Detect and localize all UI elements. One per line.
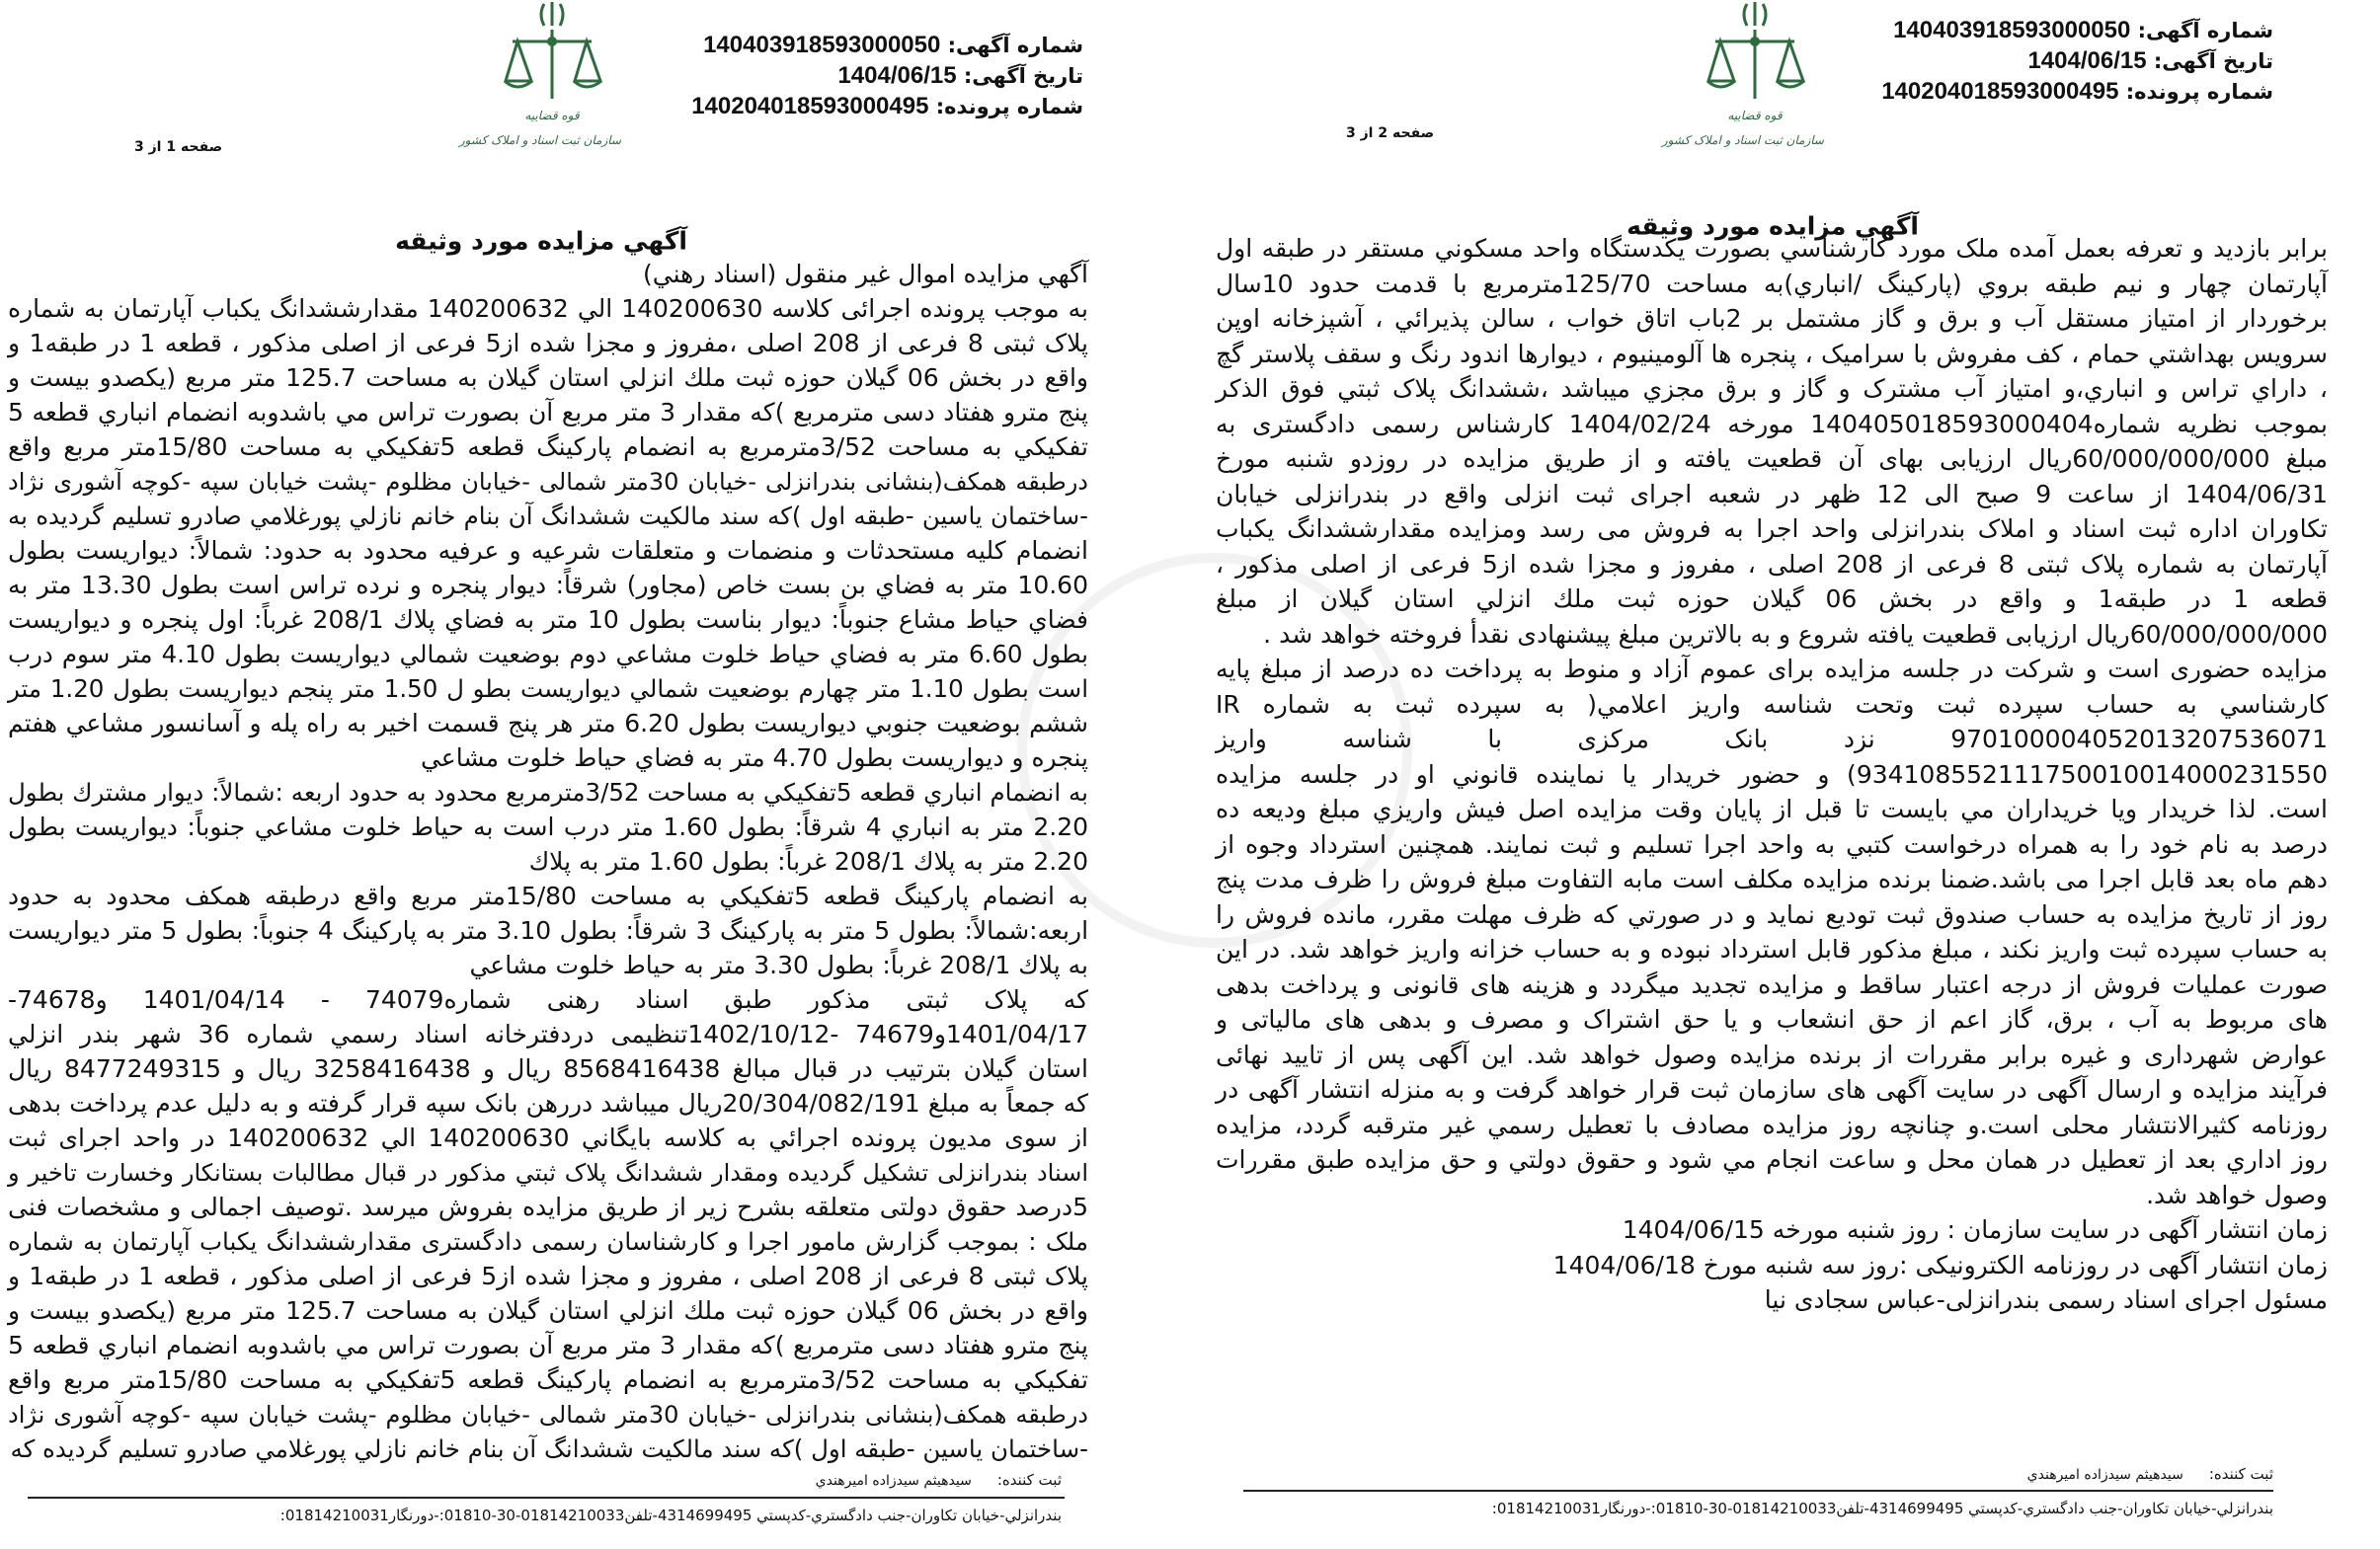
body-text-line: کارشناسي به حساب سپرده ثبت وتحت شناسه واريز اعلامي( به سپرده ثبت به شماره IR xyxy=(1216,689,2328,719)
body-text-line: فضاي حياط مشاع جنوباً: ديوار بناست بطول 10 متر به فضاي پلاك 208/1 غرباً: اول پنجره و ديواريست xyxy=(8,605,1088,634)
registrar-name: سيدهيثم سيدزاده اميرهندي xyxy=(815,1473,972,1489)
body-text-line: به موجب پرونده اجرائی کلاسه 140200630 الي 140200632 مقدارششدانگ يکباب آپارتمان به شماره xyxy=(8,294,1089,323)
file-number-label: شماره پرونده: xyxy=(935,95,1083,118)
ad-number-row xyxy=(691,30,1083,60)
file-number-value: 140204018593000495 xyxy=(691,93,929,119)
registrar-name: سيدهيثم سيدزاده اميرهندي xyxy=(2026,1467,2183,1483)
body-text-line: آپارتمان به شماره پلاک ثبتی 8 فرعی از 208 اصلی ، مفروز و مجزا شده از5 فرعی از اصلی مذکور ، xyxy=(1216,549,2328,579)
body-text-line: به انضمام انباري قطعه 5تفكيكي به مساحت 3/52مترمربع محدود به حدود اربعه :شمالاً: ديوار مشترك بطول xyxy=(8,778,1088,807)
ad-date-value: 1404/06/15 xyxy=(837,62,957,89)
body-text-line: وصول خواهد شد. xyxy=(2146,1180,2328,1209)
body-text-line: 10.60 متر به فضاي بن بست خاص (مجاور) شرقاً: ديوار پنجره و نرده تراس است بطول 13.30 متر به xyxy=(8,571,1088,599)
registrar-label: ثبت کننده: xyxy=(996,1471,1062,1489)
body-text-line: درطبقه همكف(بنشانی بندرانزلی -خيابان 30متر شمالی -خيابان مظلوم -پشت خيابان سپه -کوچه آشوری نژاد xyxy=(8,468,1088,496)
logo-caption-judiciary: قوه قضاییه xyxy=(524,109,580,122)
body-text-line: كه پلاک ثبتی مذکور طبق اسناد رهنی شماره74079 - 1401/04/14 و74678- xyxy=(8,985,1088,1014)
body-text-line: تکاوران اداره ثبت اسناد و املاک بندرانزلی واحد اجرا به فروش می رسد ومزايده مقدارششدانگ يکباب xyxy=(1216,514,2328,543)
body-text-line: اسناد بندرانزلی تشكيل گرديده ومقدار ششدانگ پلاک ثبتي مذكور در قبال مطالبات بستانكار وخسارت تاخير و xyxy=(8,1159,1088,1187)
body-text-line: 1401/04/17و74679 -1402/10/12تنظيمی دردفترخانه اسناد رسمي شماره 36 شهر بندر انزلي xyxy=(8,1020,1088,1048)
body-text-line: پلاک ثبتی 8 فرعی از 208 اصلی ،مفروز و مجزا شده از5 فرعی از اصلی مذکور ، قطعه 1 در طبقه1 و xyxy=(8,329,1089,357)
body-text-line: مسئول اجرای اسناد رسمی بندرانزلی-عباس سجادی نيا xyxy=(1764,1285,2328,1314)
logo-caption-judiciary: قوه قضاییه xyxy=(1727,109,1783,122)
body-text-line: بموجب نظريه شماره140405018593000404 مورخه 1404/02/24 کارشناس رسمی دادگستری به xyxy=(1216,409,2328,438)
body-text-line: روز اداري بعد از تعطيل در همان محل و ساعت انجام مي شود و حقوق دولتي و حق مزايده طبق مقررات xyxy=(1216,1145,2328,1174)
registrar xyxy=(816,1471,1062,1489)
body-text-line: ، داراي تراس و انباري،و امتياز آب مشترک و گاز و برق مجزي ميباشد ،ششدانگ پلاک ثبتي فوق الذکر xyxy=(1216,374,2328,403)
body-text-line: مبلغ 60/000/000/000ريال ارزيابی بهای آن قطعيت يافته و از طريق مزايده در روزدو شنبه مورخ xyxy=(1216,444,2329,473)
ad-date-label: تاریخ آگهی: xyxy=(963,64,1083,88)
body-text-line: قطعه 1 در طبقه1 و واقع در بخش 06 گيلان حوزه ثبت ملك انزلي استان گيلان از مبلغ xyxy=(1216,584,2328,613)
body-text-line: به حساب سپرده ثبت واريز نکند ، مبلغ مذکور قابل استرداد نبوده و به حساب خزانه واريز خواهد شد. در اين xyxy=(1216,935,2328,964)
body-text-line: عوارض شهرداری و غيره برابر مقررات از برنده مزايده وصول خواهد شد. اين آگهی پس از تاييد نهائی xyxy=(1216,1040,2328,1069)
ad-number-value: 140403918593000050 xyxy=(703,32,941,58)
footer-divider xyxy=(1243,1490,2273,1492)
body-text-line: سرويس بهداشتي حمام ، کف مفروش با سراميک ، پنجره ها آلومينيوم ، ديوارها اندود رنگ و سقف پلاستر گچ xyxy=(1216,339,2328,368)
body-text-line: پنجره و ديواريست بطول 4.70 متر به فضاي حياط خلوت مشاعي xyxy=(420,743,1088,772)
body-text-line: زمان انتشار آگهی در روزنامه الکترونيکی :روز سه شنبه مورخ 1404/06/18 xyxy=(1552,1250,2328,1279)
body-text-line: تفكيكي به مساحت 3/52مترمربع به انضمام پاركينگ قطعه 5تفكيكي به مساحت 15/80متر مربع واقع xyxy=(8,1365,1088,1394)
ad-date-row xyxy=(691,60,1083,91)
body-text-line: 2.20 متر به پلاك 208/1 غرباً: بطول 1.60 متر به پلاك xyxy=(528,847,1088,876)
notice-title: آگهي مزايده مورد وثيقه xyxy=(395,226,687,256)
body-text-line: زمان انتشار آگهی در سايت سازمان : روز شنبه مورخه 1404/06/15 xyxy=(1622,1215,2328,1244)
body-text-line: آگهي مزايده اموال غير منقول (اسناد رهني) xyxy=(643,260,1088,288)
ad-date-value: 1404/06/15 xyxy=(2027,47,2147,74)
notice-header xyxy=(1881,15,2273,107)
ad-number-row xyxy=(1881,15,2273,45)
body-text-line: دهم ماه بعد قابل اجرا می باشد.ضمنا برنده مزايده مکلف است مابه التفاوت مبلغ فروش را ظرف مدت پنج xyxy=(1216,865,2328,893)
body-text-line: بطول 6.60 متر به فضاي حياط خلوت مشاعي دوم بوضعيت شمالي ديواريست بطول 4.10 متر سوم درب xyxy=(8,640,1088,668)
body-text-line: برابر بازديد و تعرفه بعمل آمده ملک مورد کارشناسي بصورت يکدستگاه واحد مسکوني مستقر در طبقه اول xyxy=(1216,234,2328,263)
body-text-line: است بطول 1.10 متر چهارم بوضعيت شمالي ديواريست بطو ل 1.50 متر پنجم ديواريست بطول 1.20 متر xyxy=(8,674,1089,703)
body-text-line: 2.20 متر به انباري 4 شرقاً: بطول 1.60 متر درب است به حياط خلوت مشاعي جنوباً: ديواريست بطول xyxy=(8,813,1089,841)
ad-number-label: شماره آگهی: xyxy=(2137,19,2273,42)
body-text-line: ملک : بموجب گزارش مامور اجرا و کارشناسان رسمی دادگستری مقدارششدانگ يکباب آپارتمان به شماره xyxy=(8,1227,1088,1256)
body-text-line: كه جمعاً به مبلغ 20/304/082/191ريال ميباشد دررهن بانک سپه قرار گرفته و به دليل عدم پرداخت بدهی xyxy=(8,1089,1089,1118)
scales-of-justice-icon xyxy=(483,0,621,109)
body-text-line: صورت عمليات فروش از درجه اعتبار ساقط و مزايده تجديد ميگردد و هزينه های قانونی و پرداخت بدهی xyxy=(1216,969,2328,999)
body-text-line: درصد به نام خود را به همراه درخواست کتبي به واحد اجرا تسليم و ثبت نمايند. همچنين استرداد وجوه از xyxy=(1216,829,2328,859)
notice-page-2 xyxy=(1200,0,2380,1549)
notice-title: آگهي مزايده مورد وثيقه xyxy=(1626,211,1919,241)
registrar xyxy=(2027,1465,2273,1483)
body-text-line: اربعه:شمالاً: بطول 5 متر به پاركينگ 3 شرقاً: بطول 3.10 متر به پاركينگ 4 جنوباً: بطول 5 متر ديواريست xyxy=(8,916,1089,945)
body-text-line: انضمام كليه مستحدثات و منضمات و متعلقات شرعيه و عرفيه محدود به حدود: شمالاً: ديواريست بطول xyxy=(8,536,1088,565)
ad-date-row xyxy=(1881,45,2273,76)
office-address: بندرانزلي-خيابان تکاوران-جنب دادگستري-کدپستي 4314699495-تلفن01814210033-30-01810:-دورنگار01814210031: xyxy=(1491,1500,2273,1517)
body-text-line: ششم بوضعيت جنوبي ديواريست بطول 6.20 متر هر پنج قسمت اخير به راه پله و آسانسور مشاعي هفتم xyxy=(8,709,1088,737)
body-text-line: روز از تاريخ مزايده به حساب صندوق ثبت توديع نمايد و در صورتي که ظرف مهلت مقرر، مانده فروش را xyxy=(1216,899,2328,929)
file-number-label: شماره پرونده: xyxy=(2125,80,2273,104)
body-text-line: 934108552111750010014000231550) و حضور خريدار يا نماينده قانوني او در جلسه مزايده xyxy=(1216,759,2328,789)
registrar-label: ثبت کننده: xyxy=(2208,1465,2273,1483)
scales-of-justice-icon xyxy=(1686,0,1824,109)
logo-caption-registry: سازمان ثبت اسناد و املاک کشور xyxy=(1661,133,1824,147)
page-indicator: صفحه 1 از 3 xyxy=(134,139,223,155)
file-number-row xyxy=(1881,76,2273,107)
ad-date-label: تاریخ آگهی: xyxy=(2153,49,2273,73)
body-text-line: از سوی مديون پرونده اجرائي به كلاسه بايگاني 140200630 الي 140200632 در واحد اجرای ثبت xyxy=(8,1123,1088,1152)
logo-caption-registry: سازمان ثبت اسناد و املاک کشور xyxy=(458,133,621,147)
notice-header xyxy=(691,30,1083,121)
page-indicator: صفحه 2 از 3 xyxy=(1346,125,1435,141)
body-text-line: استان گيلان بترتيب در قبال مبالغ 8568416438 ريال و 3258416438 ريال و 8477249315 ريال xyxy=(8,1054,1088,1083)
body-text-line: 970100004052013207536071 نزد بانک مرکزی با شناسه واريز xyxy=(1216,725,2328,753)
body-text-line: به پلاك 208/1 غرباً: بطول 3.30 متر به حياط خلوت مشاعي xyxy=(469,951,1088,979)
body-text-line: آپارتمان چهار و نيم طبقه بروي (پارکينگ /انباري)به مساحت 125/70مترمربع با قدمت حدود 10سال xyxy=(1216,269,2329,298)
body-text-line: روزنامه کثيرالانتشار محلی است.و چنانچه روز مزايده مصادف با تعطيل رسمي غير مترقبه گردد، مزايده xyxy=(1216,1110,2328,1139)
body-text-line: های مربوط به آب ، برق، گاز اعم از حق انشعاب و يا حق اشتراک و مصرف و بدهی های مالياتی و xyxy=(1216,1005,2328,1034)
office-address: بندرانزلي-خيابان تکاوران-جنب دادگستري-کدپستي 4314699495-تلفن01814210033-30-01810:-دورنگار01814210031: xyxy=(279,1507,1062,1524)
body-text-line: 60/000/000/000ريال ارزيابی قطعيت يافته شروع و به بالاترين مبلغ پيشنهادی نقدأ فروخته خواهد شد . xyxy=(1263,619,2328,649)
file-number-value: 140204018593000495 xyxy=(1881,78,2119,105)
judiciary-logo xyxy=(1661,0,1824,168)
body-text-line: به انضمام پاركينگ قطعه 5تفكيكي به مساحت 15/80متر مربع واقع درطبقه همكف محدود به حدود xyxy=(8,882,1088,910)
notice-page-1 xyxy=(0,0,1101,1549)
body-text-line: پلاک ثبتی 8 فرعی از 208 اصلی ، مفروز و مجزا شده از5 فرعی از اصلی مذکور ، قطعه 1 در طبقه1 و xyxy=(8,1262,1088,1290)
body-text-line: 5درصد حقوق دولتی متعلقه بشرح زير از طريق مزايده بفروش ميرسد .توصيف اجمالی و مشخصات فنی xyxy=(8,1193,1088,1221)
ad-number-label: شماره آگهی: xyxy=(947,34,1083,57)
body-text-line: تفكيكي به مساحت 3/52مترمربع به انضمام پاركينگ قطعه 5تفكيكي به مساحت 15/80متر مربع واقع xyxy=(8,432,1088,461)
body-text-line: درطبقه همكف(بنشانی بندرانزلی -خيابان 30متر شمالی -خيابان مظلوم -پشت خيابان سپه -کوچه آشوری نژاد xyxy=(8,1401,1088,1429)
body-text-line: مزايده حضوری است و شرکت در جلسه مزايده برای عموم آزاد و منوط به پرداخت ده درصد از مبلغ پايه xyxy=(1216,655,2328,683)
file-number-row xyxy=(691,91,1083,121)
footer-divider xyxy=(28,1497,1065,1499)
body-text-line: 1404/06/31 از ساعت 9 صبح الی 12 ظهر در شعبه اجرای ثبت انزلی واقع در بندرانزلی خيابان xyxy=(1216,479,2328,508)
body-text-line: است. لذا خريدار ويا خريداران مي بايست تا قبل از پايان وقت مزايده اصل فيش واريزي مبلغ وديعه ده xyxy=(1216,795,2328,823)
body-text-line: پنج مترو هفتاد دسی مترمربع )که مقدار 3 متر مربع آن بصورت تراس مي باشدوبه انضمام انباري قطعه 5 xyxy=(8,398,1089,426)
body-text-line: برخوردار از امتياز مستقل آب و برق و گاز مشتمل بر 2باب اتاق خواب ، سالن پذيرائي ، آشپزخانه اوپن xyxy=(1216,304,2328,333)
body-text-line: فرآيند مزايده و ارسال آگهی در سايت آگهی های سازمان ثبت قرار خواهد گرفت و به منزله انتشار آگهی در xyxy=(1216,1075,2328,1104)
body-text-line: پنج مترو هفتاد دسی مترمربع )که مقدار 3 متر مربع آن بصورت تراس مي باشدوبه انضمام انباري قطعه 5 xyxy=(8,1331,1089,1359)
judiciary-logo xyxy=(458,0,621,168)
body-text-line: -ساختمان ياسين -طبقه اول )که سند مالکيت ششدانگ آن بنام خانم نازلي پورغلامي صادرو تسليم گرديده که xyxy=(10,1434,1088,1463)
body-text-line: واقع در بخش 06 گيلان حوزه ثبت ملك انزلي استان گيلان به مساحت 125.7 متر مربع (يكصدو بيست و xyxy=(8,363,1088,392)
body-text-line: -ساختمان ياسين -طبقه اول )که سند مالکيت ششدانگ آن بنام خانم نازلي پورغلامي صادرو تسليم گرديده به xyxy=(8,502,1088,530)
body-text-line: واقع در بخش 06 گيلان حوزه ثبت ملك انزلي استان گيلان به مساحت 125.7 متر مربع (يكصدو بيست و xyxy=(8,1296,1088,1325)
ad-number-value: 140403918593000050 xyxy=(1893,17,2131,43)
